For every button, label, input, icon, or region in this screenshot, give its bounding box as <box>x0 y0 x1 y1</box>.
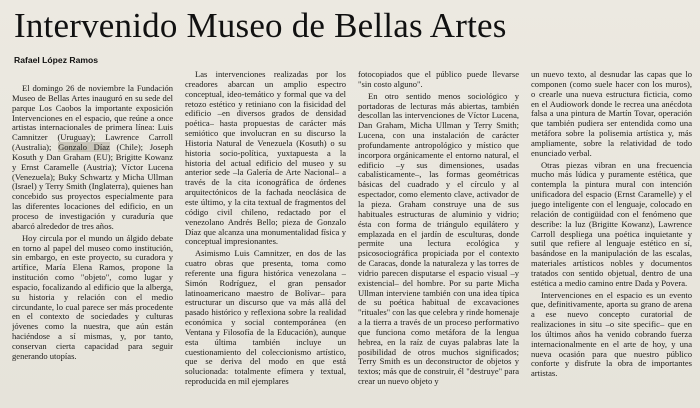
byline: Rafael López Ramos <box>14 55 99 65</box>
paragraph: En otro sentido menos sociológico y portadoras de lecturas más abiertas, también descollan las intervenciones de Víctor Lucena, Dan Graham, Micha Ullman y Terry Smith; Lucena, con una instalación de carácter profundamente antropológico y místico que incorpora orgánicamente el entorno natural, el edificio –y sus dimensiones, usadas cabalísticamente–, las formas geométricas básicas del cuadrado y el círculo y al espectador, como elemento clave, activador de la pieza. Graham construye una de sus habituales estructuras de aluminio y vidrio; ésta con forma de triángulo equilátero y emplazada en el jardín de esculturas, donde permite una lectura ecológica y psicosociográfica propiciada por el contexto de Caracas, donde la naturaleza y las torres de vidrio parecen disputarse el espacio visual –y existencial– del hombre. Por su parte Micha Ullman interviene también con una idea típica de su poética habitual de excavaciones "rituales" con las que celebra y rinde homenaje a la tierra a través de un proceso performativo que funciona como metáfora de la lengua hebrea, en la raíz de cuyas palabras late la posibilidad de otros muchos significados; Terry Smith es un deconstructor de objetos y textos; más que de construir, él "destruye" para crear un nuevo objeto y <box>358 90 519 387</box>
headline: Intervenido Museo de Bellas Artes <box>14 6 507 45</box>
paragraph: Asimismo Luis Camnitzer, en dos de las cuatro obras que presenta, toma como referente una figura histórica venezolana –Simón Rodríguez, el gran pensador latinoamericano maestro de Bolívar– para estructurar un discurso que va más allá del pasado histórico y reflexiona sobre la realidad económica y social contemporánea (en Ventana y Filosofía de la Educación), aunque esta última también incluye un cuestionamiento del coleccionismo artístico, que se deriva del modo en que está solucionada: totalmente efímera y textual, reproducida en mil ejemplares <box>185 248 346 387</box>
paragraph: fotocopiados que el público puede llevarse "sin costo alguno". <box>358 70 519 89</box>
paragraph: Hoy circula por el mundo un álgido debate en torno al papel del museo como institución, sin embargo, en este proyecto, su curadora y artífice, María Elena Ramos, propone la institución como "objeto", como lugar y espacio, focalizando al edificio que la alberga, su historia y relación con el medio circundante, lo cual parece ser más procedente en el contexto de sociedades y culturas jóvenes como la nuestra, que aún están haciéndose a sí mismas, y, por tanto, conservan cierta capacidad para seguir generando utopías. <box>12 232 173 361</box>
paragraph: un nuevo texto, al desnudar las capas que lo componen (como suele hacer con los muros), o crearle una nueva estructura ficticia, como en el Audiowork donde le recrea una anécdota falsa a una pintura de Martín Tovar, operación que también pudiera ser entendida como una metáfora sobre la polisemia artística y, más ampliamente, sobre la relatividad de todo enunciado verbal. <box>531 70 692 158</box>
paragraph-text: El domingo 26 de noviembre la Fundación Museo de Bellas Artes inauguró en su sede del parque Los Caobos la importante exposición Intervenciones en el espacio, que reúne a once artistas internacionales de primera línea: Luis Camnitzer (Uruguay); Lawrence Carroll (Australia); <box>12 83 173 153</box>
column-1 <box>12 70 173 406</box>
paragraph-text: (Chile); Joseph Kosuth y Dan Graham (EU); Brigitte Kowanz y Ernst Caramelle (Austria); Víctor Lucena (Venezuela); Buky Schwartz y Micha Ullman (Israel) y Terry Smith (Inglaterra), quienes han concebido sus proyectos especialmente para las diferentes locaciones del edificio, en un proceso de investigación y curaduría que abarcó alrededor de tres años. <box>12 142 173 231</box>
paragraph: Otras piezas vibran en una frecuencia mucho más lúdica y puramente estética, que contempla la pintura mural con intención unificadora del espacio (Ernst Caramelle) y el juego inteligente con el lenguaje, colocado en relación de contigüidad con el fenómeno que describe: la luz (Brigitte Kowanz), Lawrence Carroll despliega una poética inquietante y sutil que refiere al lenguaje estético en sí, basándose en la manipulación de las escalas, materiales artísticos nobles y documentos tratados con sentido objetual, dentro de una estética a medio camino entre Dada y Povera. <box>531 159 692 288</box>
paragraph: Las intervenciones realizadas por los creadores abarcan un amplio espectro conceptual, ideo-temático y formal que va del retozo estético y retiniano con la fisicidad del edificio –en diversos grados de densidad poética– hasta propuestas de carácter más semiótico que involucran en su discurso la Historia Natural de Venezuela (Kosuth) o su historia socio-política, yuxtapuesta a la historia del actual edificio del museo y su anterior sede –la Galería de Arte Nacional– a través de la cita iconográfica de órdenes arquitectónicos de la fachada neoclásica de este último, y la cita textual de fragmentos del código civil chileno, redactado por el venezolano Andrés Bello; pieza de Gonzalo Díaz que alcanza una monumentalidad física y conceptual impresionantes. <box>185 70 346 247</box>
highlighted-name: Gonzalo Díaz <box>58 142 110 153</box>
column-2 <box>185 70 346 406</box>
article-body <box>12 70 692 406</box>
column-3 <box>358 70 519 406</box>
column-4 <box>531 70 692 406</box>
paragraph: Intervenciones en el espacio es un evento que, definitivamente, aporta su grano de arena a ese nuevo concepto curatorial de realizaciones in situ –o site specific– que en los últimos años ha venido cobrando fuerza internacionalmente en el arte de hoy, y una nueva ocasión para que nuestro público conforte y disfrute la obra de importantes artistas. <box>531 289 692 379</box>
paragraph <box>12 84 173 232</box>
